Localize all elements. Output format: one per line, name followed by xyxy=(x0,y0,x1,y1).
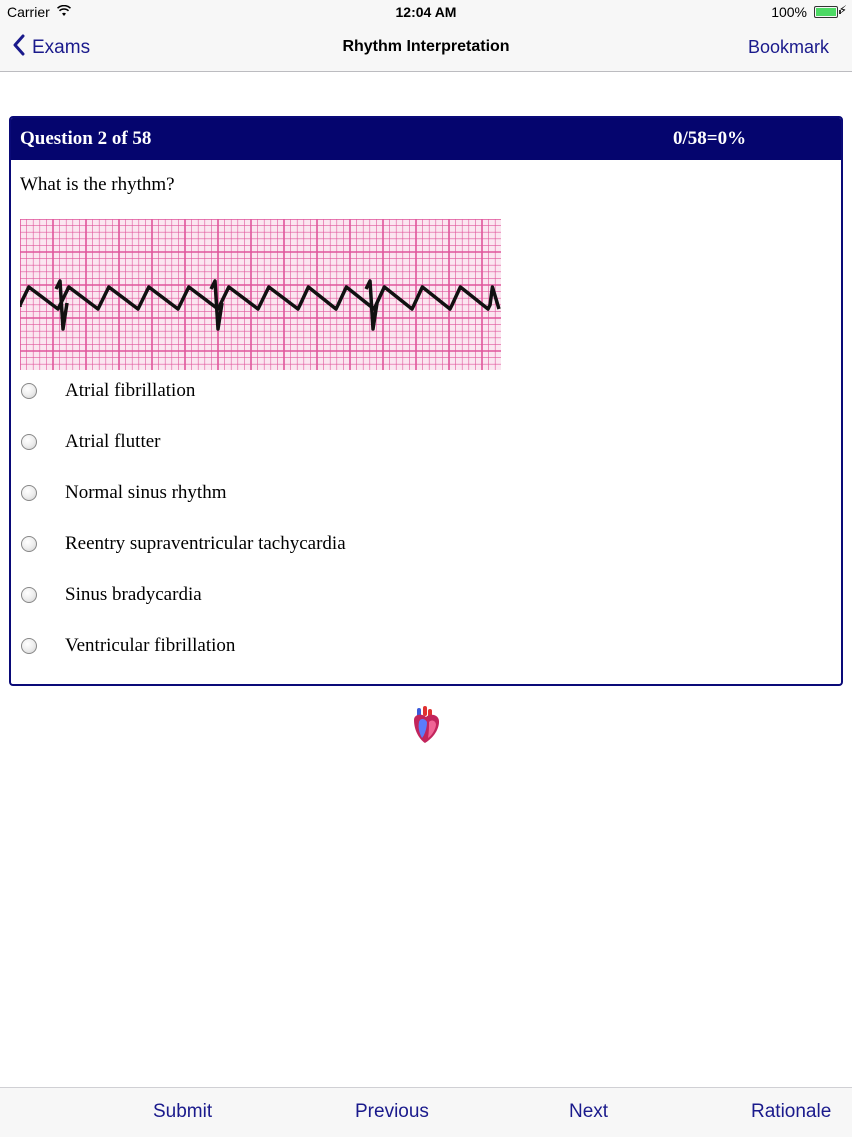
radio-button[interactable] xyxy=(21,536,37,552)
bookmark-button[interactable]: Bookmark xyxy=(747,37,829,57)
submit-button[interactable]: Submit xyxy=(153,1101,213,1122)
answer-option-label: Sinus bradycardia xyxy=(65,584,202,605)
radio-button[interactable] xyxy=(21,638,37,654)
answer-option[interactable] xyxy=(21,478,621,508)
answer-option[interactable] xyxy=(21,427,621,457)
radio-button[interactable] xyxy=(21,434,37,450)
score-label: 0/58=0% xyxy=(673,128,747,149)
heart-icon xyxy=(410,706,442,744)
radio-button[interactable] xyxy=(21,587,37,603)
rationale-button[interactable]: Rationale xyxy=(751,1101,832,1122)
answer-option-label: Ventricular fibrillation xyxy=(65,635,236,656)
status-bar xyxy=(0,0,852,24)
bottom-toolbar xyxy=(0,1087,852,1137)
battery-percent: 100% xyxy=(771,4,807,20)
answer-option-label: Atrial flutter xyxy=(65,431,161,452)
answer-option-label: Reentry supraventricular tachycardia xyxy=(65,533,346,554)
previous-button[interactable]: Previous xyxy=(355,1101,429,1122)
answer-option-label: Atrial fibrillation xyxy=(65,380,196,401)
radio-button[interactable] xyxy=(21,485,37,501)
answer-option[interactable] xyxy=(21,529,621,559)
page-title: Rhythm Interpretation xyxy=(342,38,510,55)
clock: 12:04 AM xyxy=(395,4,457,20)
question-prompt: What is the rhythm? xyxy=(20,174,175,195)
answer-option-label: Normal sinus rhythm xyxy=(65,482,227,503)
back-button-label: Exams xyxy=(32,37,91,58)
question-card xyxy=(9,116,843,686)
nav-bar xyxy=(0,24,852,72)
carrier-label: Carrier xyxy=(7,4,50,20)
answer-option[interactable] xyxy=(21,376,621,406)
answer-option[interactable] xyxy=(21,580,621,610)
next-button[interactable]: Next xyxy=(569,1101,609,1122)
radio-button[interactable] xyxy=(21,383,37,399)
question-header xyxy=(11,118,841,160)
battery-icon xyxy=(814,6,838,18)
question-number: Question 2 of 58 xyxy=(20,128,152,149)
answer-option[interactable] xyxy=(21,631,621,661)
ecg-strip-image xyxy=(20,219,501,370)
charging-icon: ⚡ xyxy=(838,3,847,17)
